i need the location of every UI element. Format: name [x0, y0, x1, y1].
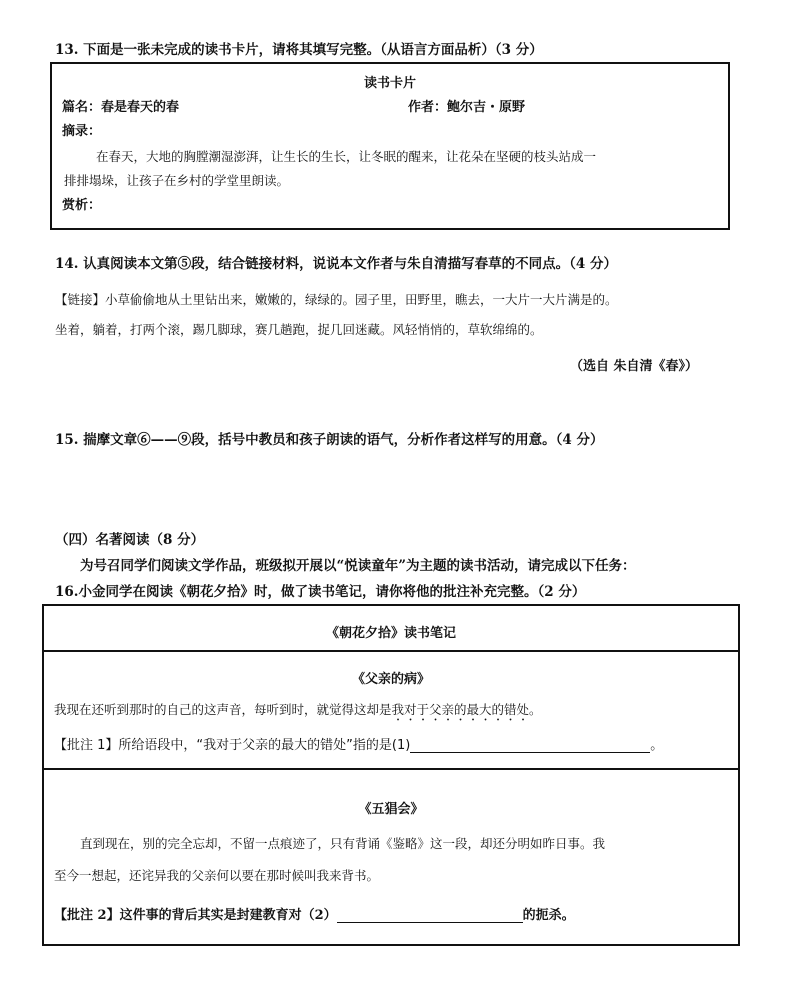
section-4-title: （四）名著阅读（8 分） [55, 532, 205, 548]
question-13-title: 13. 下面是一张未完成的读书卡片，请将其填写完整。（从语言方面品析）（3 分） [55, 42, 543, 58]
reading-card-author: 作者：鲍尔吉・原野 [408, 100, 526, 115]
divider [44, 650, 738, 652]
part2-passage-line2: 至今一想起，还诧异我的父亲何以要在那时候叫我来背书。 [54, 868, 380, 883]
link-material-source: （选自 朱自清《春》） [570, 359, 699, 374]
link-material-line2: 坐着，躺着，打两个滚，踢几脚球，赛几趟跑，捉几回迷藏。风轻悄悄的，草软绵绵的。 [55, 322, 543, 337]
part1-passage-c: 。 [529, 702, 542, 717]
reading-card-title: 篇名：春是春天的春 [62, 100, 180, 115]
annotation-2-end: 的扼杀。 [522, 908, 575, 923]
question-14-title: 14. 认真阅读本文第⑤段，结合链接材料，说说本文作者与朱自清描写春草的不同点。（4 分） [55, 256, 618, 272]
part2-title: 《五猖会》 [358, 802, 424, 817]
annotation-1 [54, 734, 663, 753]
reading-card-heading: 读书卡片 [363, 76, 416, 91]
divider [44, 768, 738, 770]
annotation-1-blank[interactable] [410, 738, 650, 753]
reading-card-excerpt-label: 摘录： [62, 124, 102, 139]
reading-card-analysis-label: 赏析： [62, 198, 102, 213]
annotation-2-blank[interactable] [337, 908, 523, 923]
part1-passage [54, 700, 542, 724]
reading-notes-header: 《朝花夕拾》读书笔记 [325, 626, 456, 641]
section-4-intro: 为号召同学们阅读文学作品，班级拟开展以“悦读童年”为主题的读书活动，请完成以下任务： [80, 558, 636, 574]
reading-card [50, 62, 730, 230]
question-16-title: 16.小金同学在阅读《朝花夕拾》时，做了读书笔记，请你将他的批注补充完整。（2 分） [55, 584, 586, 600]
annotation-2-text: 【批注 2】这件事的背后其实是封建教育对（2） [54, 908, 337, 923]
part1-passage-emphasis: 我对于父亲的最大的错处 [391, 702, 530, 717]
reading-card-excerpt-line2: 排排塌垛，让孩子在乡村的学堂里朗读。 [64, 173, 290, 188]
part1-title: 《父亲的病》 [351, 672, 430, 687]
question-15-title: 15. 揣摩文章⑥——⑨段，括号中教员和孩子朗读的语气，分析作者这样写的用意。（4 分） [55, 432, 604, 448]
annotation-1-text: 【批注 1】所给语段中，“我对于父亲的最大的错处”指的是(1) [54, 738, 411, 753]
annotation-1-end: 。 [650, 738, 664, 753]
link-material-line1: 【链接】小草偷偷地从土里钻出来，嫩嫩的，绿绿的。园子里，田野里，瞧去，一大片一大片满是的。 [55, 292, 618, 307]
reading-card-excerpt-line1: 在春天，大地的胸膛潮湿澎湃，让生长的生长，让冬眠的醒来，让花朵在坚硬的枝头站成一 [96, 149, 597, 164]
part1-passage-a: 我现在还听到那时的自己的这声音，每听到时，就觉得这却是 [54, 702, 392, 717]
part2-passage-line1: 直到现在，别的完全忘却，不留一点痕迹了，只有背诵《鉴略》这一段，却还分明如昨日事。我 [80, 836, 606, 851]
annotation-2 [54, 904, 575, 923]
reading-notes-table [42, 604, 740, 946]
